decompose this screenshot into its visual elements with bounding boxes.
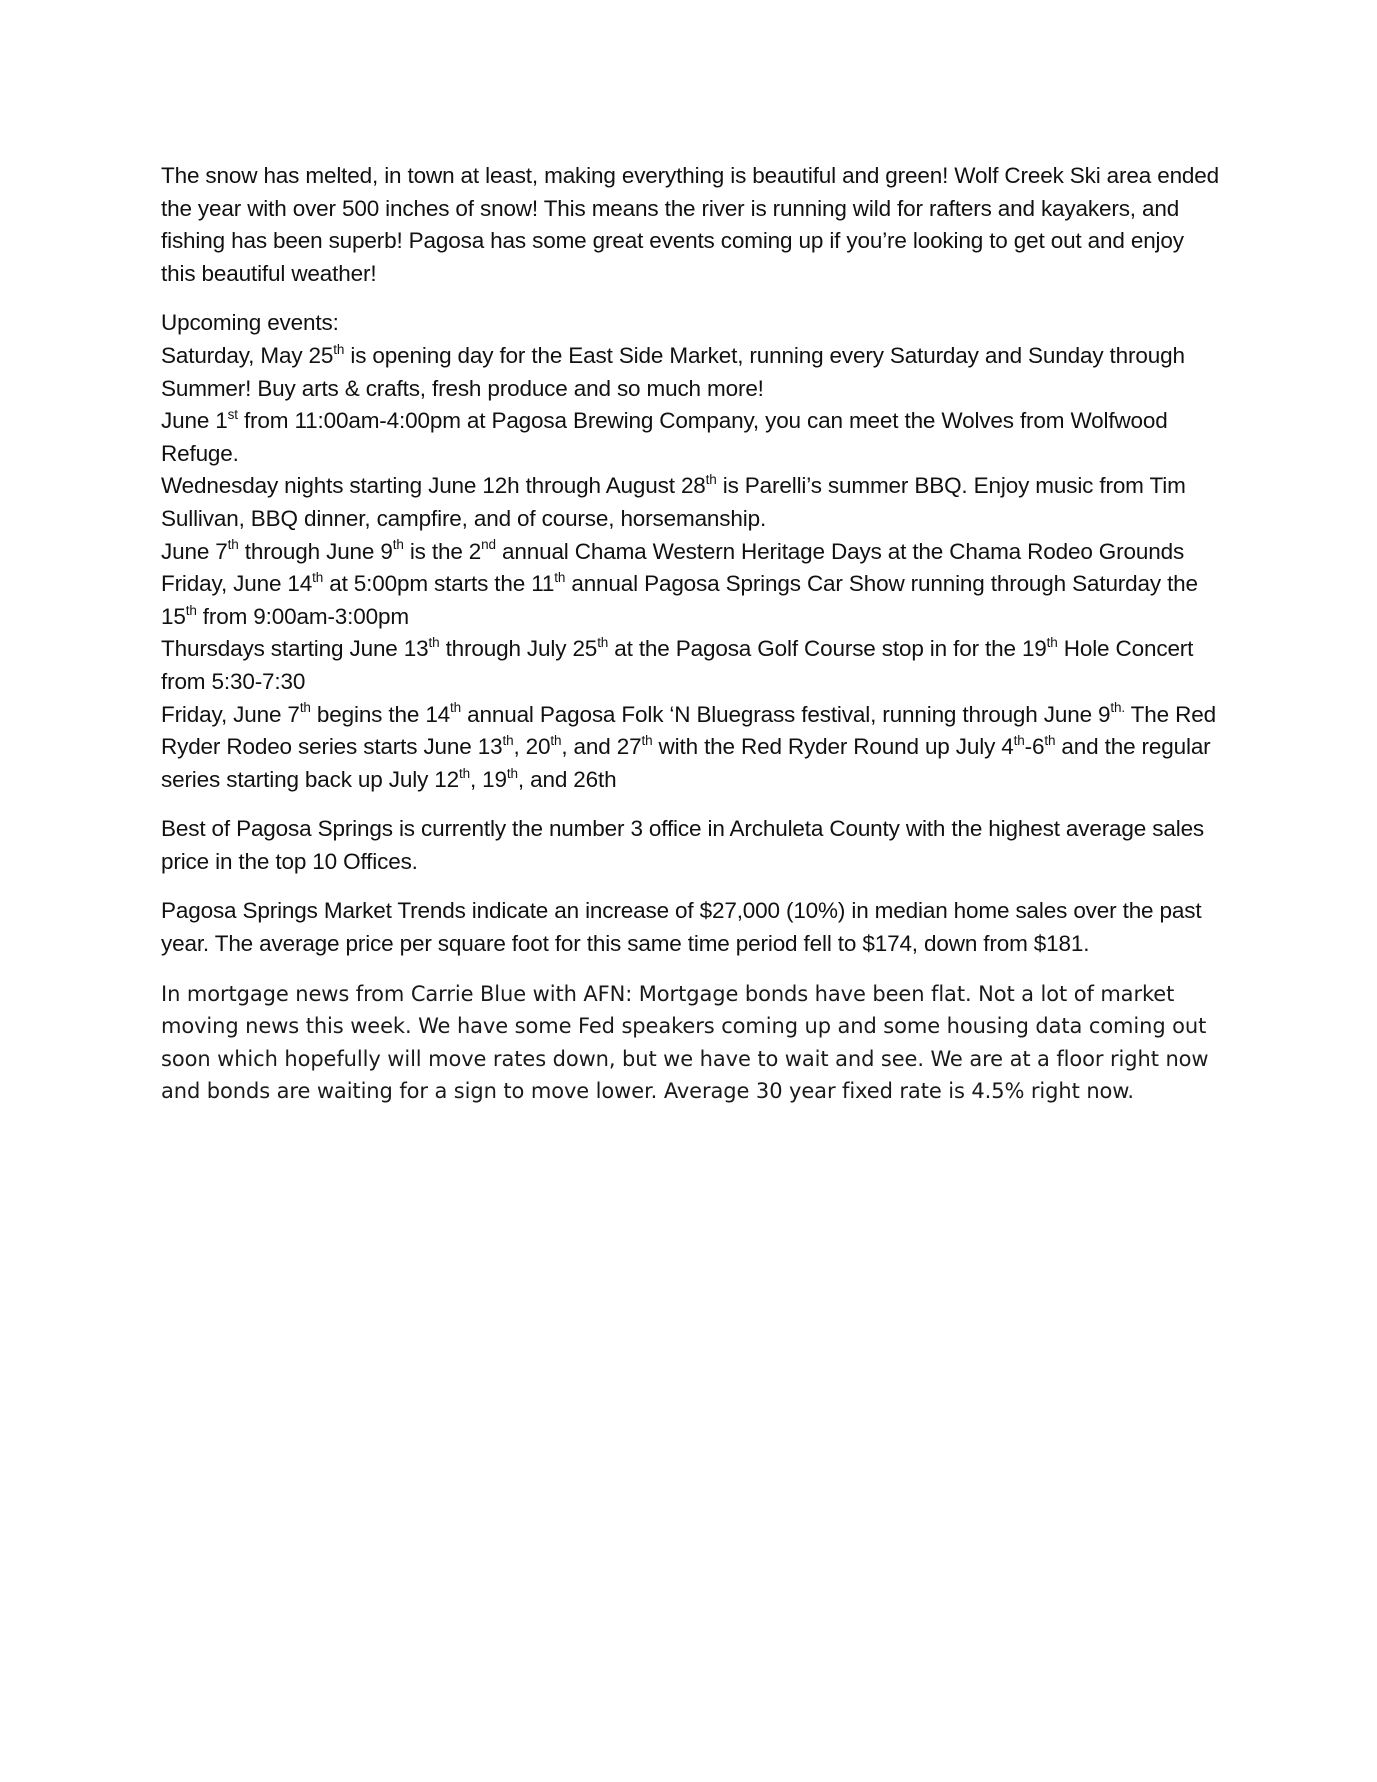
ordinal-suffix: th — [1013, 732, 1025, 748]
event-text: with the Red Ryder Round up July 4 — [652, 734, 1014, 760]
event-item — [161, 568, 1221, 633]
ordinal-suffix: th — [450, 700, 462, 716]
event-text: and the regular series starting back up July 12 — [161, 734, 1211, 792]
event-text: from 11:00am-4:00pm at Pagosa Brewing Company, you can meet the Wolves from Wolfwood Refuge. — [161, 408, 1168, 466]
event-text: begins the 14 — [310, 701, 451, 727]
event-text: annual Pagosa Folk ‘N Bluegrass festival, running through June 9 — [461, 701, 1111, 727]
event-item — [161, 405, 1221, 470]
ordinal-suffix: th — [1046, 635, 1058, 651]
event-text: through June 9 — [238, 538, 393, 564]
ordinal-suffix: st — [227, 406, 238, 422]
event-text: , 20 — [513, 734, 551, 760]
ordinal-suffix: th — [502, 732, 514, 748]
ordinal-suffix: nd — [481, 537, 496, 553]
event-text: is the 2 — [403, 538, 482, 564]
event-text: The Red Ryder Rodeo series starts June 13 — [161, 701, 1216, 760]
ordinal-suffix: th — [641, 732, 653, 748]
ordinal-suffix: th — [392, 537, 404, 553]
mortgage-news-paragraph: In mortgage news from Carrie Blue with AFN: Mortgage bonds have been flat. Not a lot of market moving news this week. We have some Fed speakers coming up and some housing data coming out soon which hopefully will move rates down, but we have to wait and see. We are at a floor right now and bonds are waiting for a sign to move lower. Average 30 year fixed rate is 4.5% right now. — [161, 981, 1209, 1104]
ordinal-suffix: th — [550, 732, 562, 748]
event-text: June 7 — [161, 538, 228, 564]
ordinal-suffix: th — [299, 700, 311, 716]
event-text: Thursdays starting June 13 — [161, 636, 429, 662]
event-text: is opening day for the East Side Market, running every Saturday and Sunday through Summer! Buy arts & crafts, fresh produce and so much more! — [161, 342, 1185, 401]
office-ranking-paragraph: Best of Pagosa Springs is currently the number 3 office in Archuleta County with the highest average sales price in the top 10 Offices. — [161, 816, 1205, 874]
event-item — [161, 536, 1221, 569]
ordinal-suffix: th — [227, 537, 239, 553]
event-item — [161, 633, 1221, 698]
event-text: , and 26th — [517, 766, 617, 792]
event-text: , 19 — [469, 766, 507, 792]
ordinal-suffix: th — [459, 765, 470, 781]
event-text: -6 — [1024, 734, 1045, 760]
event-item — [161, 699, 1221, 797]
event-list — [161, 340, 1221, 796]
event-text: is Parelli’s summer BBQ. Enjoy music from Tim Sullivan, BBQ dinner, campfire, and of course, horsemanship. — [161, 473, 1186, 531]
ordinal-suffix: th — [333, 341, 345, 357]
event-text: annual Chama Western Heritage Days at the Chama Rodeo Grounds — [495, 538, 1185, 564]
upcoming-events-section — [161, 307, 1221, 796]
market-trends-paragraph: Pagosa Springs Market Trends indicate an increase of $27,000 (10%) in median home sales over the past year. The average price per square foot for this same time period fell to $174, down from $181. — [161, 898, 1202, 957]
intro-paragraph: The snow has melted, in town at least, making everything is beautiful and green! Wolf Creek Ski area ended the year with over 500 inches of snow! This means the river is running wild for rafters and kayakers, and fishing has been superb! Pagosa has some great events coming up if you’re looking to get out and enjoy this beautiful weather! — [161, 163, 1220, 286]
ordinal-suffix: th — [554, 569, 566, 585]
event-item — [161, 470, 1221, 535]
event-text: at the Pagosa Golf Course stop in for the 19 — [608, 636, 1047, 662]
event-text: June 1 — [161, 408, 228, 434]
event-text: from 9:00am-3:00pm — [196, 603, 409, 629]
event-text: through July 25 — [439, 636, 598, 662]
ordinal-suffix: th — [185, 602, 197, 618]
event-text: Saturday, May 25 — [161, 342, 334, 368]
ordinal-suffix: th — [705, 472, 717, 488]
event-text: at 5:00pm starts the 11 — [323, 571, 555, 597]
events-heading: Upcoming events: — [161, 310, 339, 336]
ordinal-suffix: th — [506, 765, 518, 781]
event-text: Hole Concert from 5:30-7:30 — [161, 636, 1194, 694]
event-text: annual Pagosa Springs Car Show running through Saturday the 15 — [161, 571, 1198, 629]
event-text: Friday, June 7 — [161, 701, 300, 727]
event-item — [161, 340, 1221, 405]
ordinal-suffix: th — [1044, 732, 1056, 748]
ordinal-suffix: th — [597, 635, 609, 651]
ordinal-suffix: th — [312, 569, 324, 585]
event-text: Friday, June 14 — [161, 571, 313, 597]
event-text: Wednesday nights starting June 12h through August 28 — [161, 473, 706, 499]
ordinal-suffix: th — [428, 635, 440, 651]
ordinal-suffix: th. — [1110, 700, 1125, 716]
event-text: , and 27 — [561, 734, 642, 760]
